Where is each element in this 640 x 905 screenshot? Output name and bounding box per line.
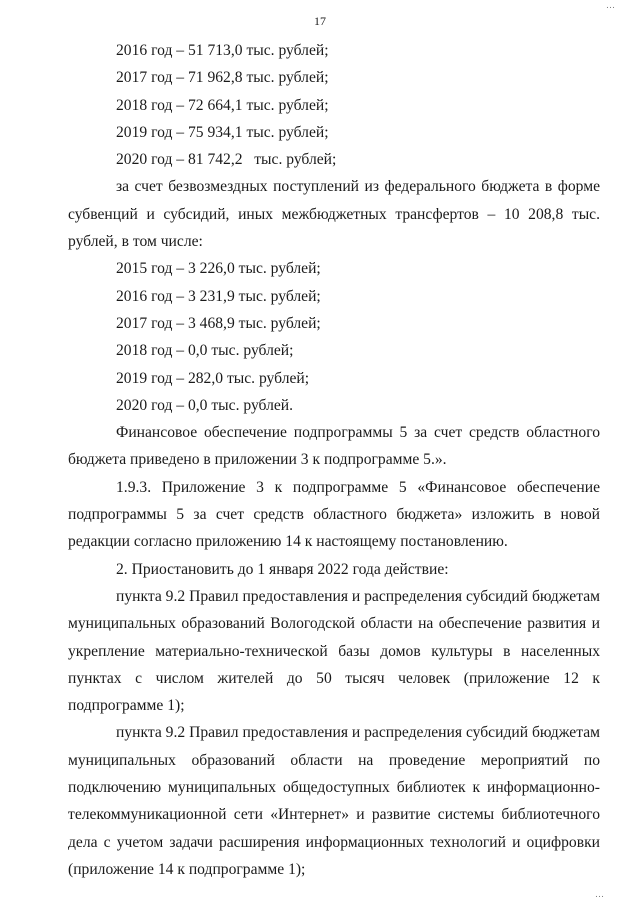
year-line-2019-b: 2019 год – 282,0 тыс. рублей;: [116, 369, 310, 387]
year-line-2020-b: 2020 год – 0,0 тыс. рублей.: [116, 396, 294, 414]
paragraph-1-9-3: 1.9.3. Приложение 3 к подпрограмме 5 «Финансовое обеспечение подпрограммы 5 за счет средств областного бюджета» изложить в новой редакции согласно приложению 14 к настоящему постановлению.: [68, 478, 600, 551]
year-line-2016: 2016 год – 51 713,0 тыс. рублей;: [116, 42, 329, 59]
year-line-2017-b: 2017 год – 3 468,9 тыс. рублей;: [116, 314, 321, 332]
paragraph-2-suspend: 2. Приостановить до 1 января 2022 года действие:: [116, 560, 449, 578]
year-line-2019: 2019 год – 75 934,1 тыс. рублей;: [116, 123, 329, 141]
year-line-2016-b: 2016 год – 3 231,9 тыс. рублей;: [116, 287, 321, 305]
paragraph-financing: Финансовое обеспечение подпрограммы 5 за счет средств областного бюджета приведено в приложении 3 к подпрограмме 5.».: [68, 424, 600, 469]
year-line-2018-b: 2018 год – 0,0 тыс. рублей;: [116, 342, 294, 360]
document-body: [68, 37, 600, 883]
year-line-2018: 2018 год – 72 664,1 тыс. рублей;: [116, 96, 329, 114]
year-line-2015-b: 2015 год – 3 226,0 тыс. рублей;: [116, 260, 321, 278]
year-line-2020: 2020 год – 81 742,2 тыс. рублей;: [116, 151, 337, 169]
footer-mark: …: [595, 889, 604, 899]
paragraph-federal-funding: за счет безвозмездных поступлений из федерального бюджета в форме субвенций и субсидий, иных межбюджетных трансфертов – 10 208,8 тыс. рублей, в том числе:: [68, 178, 600, 251]
year-line-2017: 2017 год – 71 962,8 тыс. рублей;: [116, 69, 329, 87]
page-number: 17: [314, 14, 326, 28]
paragraph-9-2-libraries: пункта 9.2 Правил предоставления и распределения субсидий бюджетам муниципальных образований области на проведение мероприятий по подключению муниципальных общедоступных библиотек к информационно-телекоммуникационной сети «Интернет» и развитие системы библиотечного дела с учетом задачи расширения информационных технологий и оцифровки (приложение 14 к подпрограмме 1);: [68, 724, 600, 878]
paragraph-9-2-culture: пункта 9.2 Правил предоставления и распределения субсидий бюджетам муниципальных образований Вологодской области на обеспечение развития и укрепление материально-технической базы домов культуры в населенных пунктах с числом жителей до 50 тысяч человек (приложение 12 к подпрограмме 1);: [68, 587, 600, 715]
corner-mark: …: [606, 0, 616, 10]
